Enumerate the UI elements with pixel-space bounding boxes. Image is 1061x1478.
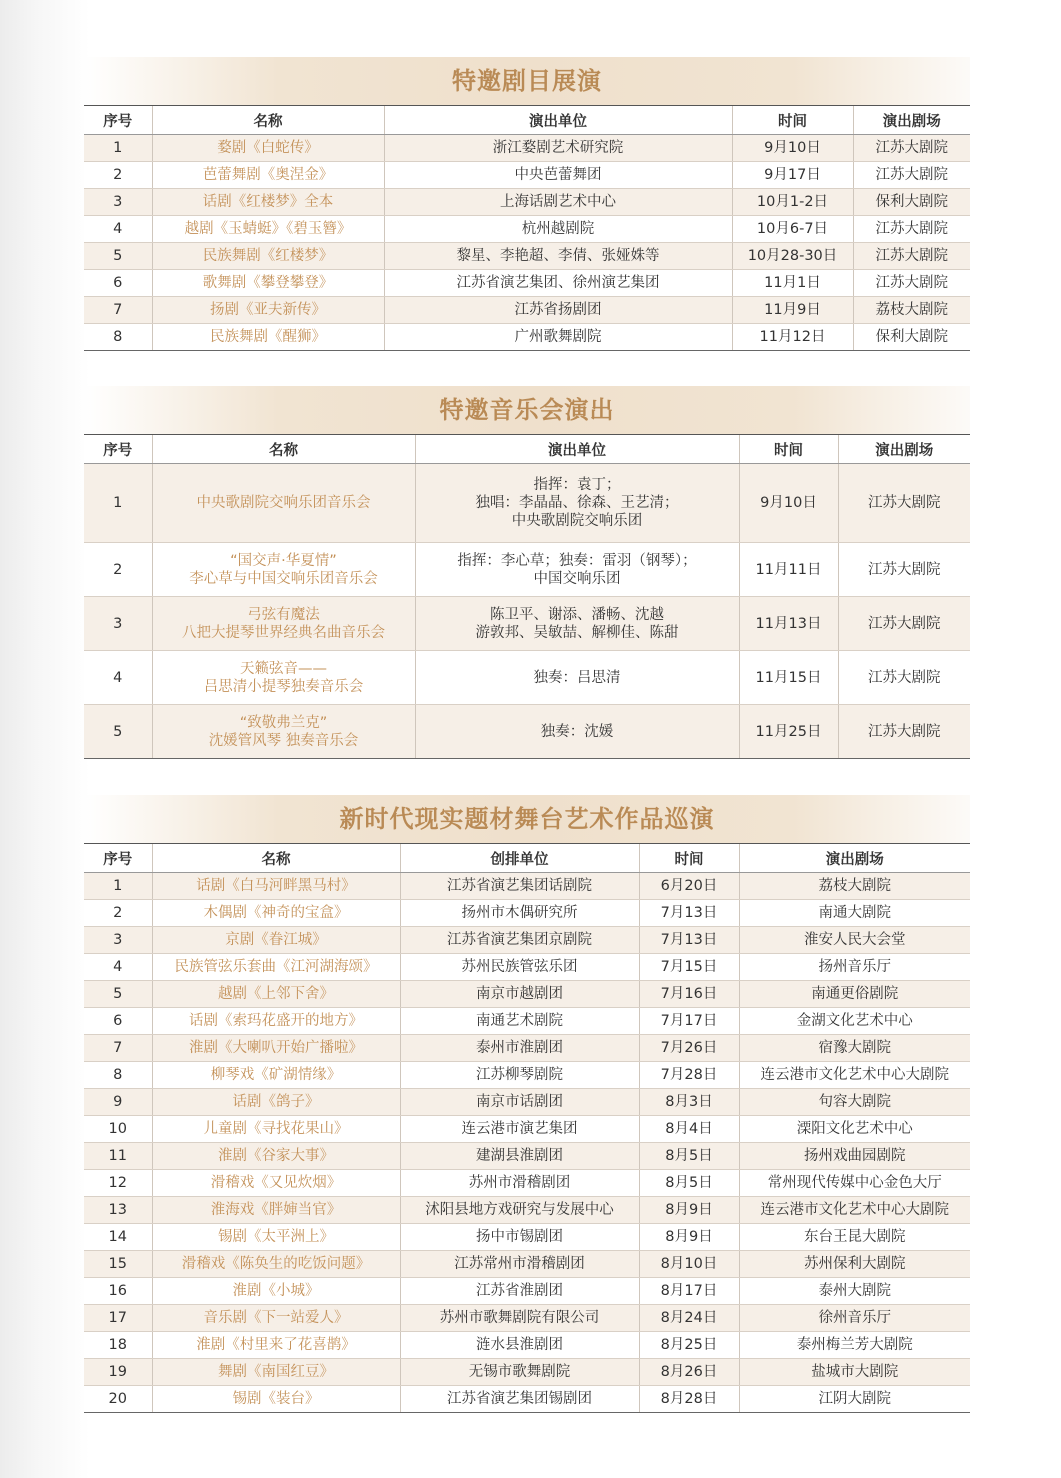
section-featured-concerts (84, 386, 970, 759)
venue: 徐州音乐厅 (739, 1305, 970, 1332)
performing-unit: 江苏省演艺集团、徐州演艺集团 (384, 270, 732, 297)
performance-time: 9月10日 (732, 135, 853, 162)
program-name-line: “致敬弗兰克” (239, 714, 328, 731)
performing-unit: 江苏省淮剧团 (400, 1278, 639, 1305)
venue: 金湖文化艺术中心 (739, 1008, 970, 1035)
program-name: 话剧《鸽子》 (152, 1089, 400, 1116)
header-venue: 演出剧场 (838, 435, 970, 464)
venue: 江苏大剧院 (853, 216, 970, 243)
performing-unit (415, 543, 739, 597)
venue: 江阴大剧院 (739, 1386, 970, 1413)
performing-unit: 南通艺术剧院 (400, 1008, 639, 1035)
table-row (84, 1359, 970, 1386)
program-name (152, 651, 415, 705)
row-number: 13 (84, 1197, 152, 1224)
venue: 淮安人民大会堂 (739, 927, 970, 954)
row-number: 18 (84, 1332, 152, 1359)
performing-unit: 浙江婺剧艺术研究院 (384, 135, 732, 162)
row-number: 4 (84, 954, 152, 981)
venue: 盐城市大剧院 (739, 1359, 970, 1386)
venue: 江苏大剧院 (838, 464, 970, 543)
table-row (84, 1197, 970, 1224)
program-name: 淮海戏《胖婶当官》 (152, 1197, 400, 1224)
program-name: 柳琴戏《矿湖情缘》 (152, 1062, 400, 1089)
table-row (84, 954, 970, 981)
performance-time: 10月6-7日 (732, 216, 853, 243)
table-row (84, 1305, 970, 1332)
row-number: 19 (84, 1359, 152, 1386)
venue: 苏州保利大剧院 (739, 1251, 970, 1278)
performance-time: 9月10日 (739, 464, 838, 543)
program-name: 歌舞剧《攀登攀登》 (152, 270, 384, 297)
program-name (152, 464, 415, 543)
table-row (84, 873, 970, 900)
performing-unit: 江苏省演艺集团话剧院 (400, 873, 639, 900)
program-name: 舞剧《南国红豆》 (152, 1359, 400, 1386)
performing-unit-line: 陈卫平、谢添、潘畅、沈越 (490, 606, 664, 623)
row-number: 16 (84, 1278, 152, 1305)
performing-unit: 无锡市歌舞剧院 (400, 1359, 639, 1386)
performing-unit: 江苏常州市滑稽剧团 (400, 1251, 639, 1278)
program-name: 民族管弦乐套曲《江河湖海颂》 (152, 954, 400, 981)
venue: 江苏大剧院 (838, 543, 970, 597)
performance-time: 11月15日 (739, 651, 838, 705)
program-name: 淮剧《大喇叭开始广播啦》 (152, 1035, 400, 1062)
performance-time: 8月5日 (639, 1170, 739, 1197)
performing-unit (415, 651, 739, 705)
program-name (152, 705, 415, 759)
performing-unit-line: 中国交响乐团 (533, 570, 621, 587)
performance-time: 7月13日 (639, 927, 739, 954)
performing-unit-line: 中央歌剧院交响乐团 (511, 513, 643, 529)
performance-time: 7月16日 (639, 981, 739, 1008)
featured-plays-table (84, 105, 970, 351)
performing-unit (415, 464, 739, 543)
row-number: 14 (84, 1224, 152, 1251)
performing-unit: 泰州市淮剧团 (400, 1035, 639, 1062)
program-name-line: 八把大提琴世界经典名曲音乐会 (182, 624, 385, 641)
table-row (84, 1332, 970, 1359)
performance-time: 8月5日 (639, 1143, 739, 1170)
row-number: 4 (84, 651, 152, 705)
performance-time: 8月25日 (639, 1332, 739, 1359)
performance-time: 11月12日 (732, 324, 853, 351)
program-name: 扬剧《亚夫新传》 (152, 297, 384, 324)
header-no: 序号 (84, 844, 152, 873)
header-time: 时间 (739, 435, 838, 464)
performing-unit: 南京市越剧团 (400, 981, 639, 1008)
table-row (84, 189, 970, 216)
program-name: 芭蕾舞剧《奥涅金》 (152, 162, 384, 189)
program-name-line: 天籁弦音—— (240, 660, 327, 677)
performance-time: 7月17日 (639, 1008, 739, 1035)
performance-time: 11月11日 (739, 543, 838, 597)
row-number: 8 (84, 1062, 152, 1089)
performing-unit-line: 指挥：袁丁； (533, 477, 621, 493)
performing-unit: 苏州市滑稽剧团 (400, 1170, 639, 1197)
performance-time: 8月10日 (639, 1251, 739, 1278)
row-number: 6 (84, 270, 152, 297)
row-number: 7 (84, 1035, 152, 1062)
header-venue: 演出剧场 (853, 106, 970, 135)
performance-time: 8月24日 (639, 1305, 739, 1332)
row-number: 20 (84, 1386, 152, 1413)
performing-unit-line: 游敦邦、吴敏喆、解柳佳、陈甜 (475, 624, 679, 641)
performing-unit: 建湖县淮剧团 (400, 1143, 639, 1170)
performing-unit: 苏州民族管弦乐团 (400, 954, 639, 981)
venue: 江苏大剧院 (853, 243, 970, 270)
program-name-line: 弓弦有魔法 (247, 606, 320, 623)
header-name: 名称 (152, 844, 400, 873)
venue: 连云港市文化艺术中心大剧院 (739, 1197, 970, 1224)
performance-time: 6月20日 (639, 873, 739, 900)
venue: 东台王昆大剧院 (739, 1224, 970, 1251)
venue: 荔枝大剧院 (739, 873, 970, 900)
table-row (84, 1251, 970, 1278)
section-title: 特邀音乐会演出 (439, 396, 615, 424)
venue: 江苏大剧院 (853, 162, 970, 189)
table-row (84, 135, 970, 162)
performing-unit: 杭州越剧院 (384, 216, 732, 243)
program-name-line: 吕思清小提琴独奏音乐会 (203, 678, 364, 695)
section-banner (84, 386, 970, 434)
performing-unit: 中央芭蕾舞团 (384, 162, 732, 189)
header-unit: 演出单位 (384, 106, 732, 135)
program-name: 京剧《眷江城》 (152, 927, 400, 954)
performing-unit: 江苏柳琴剧院 (400, 1062, 639, 1089)
program-name-line: 沈媛管风琴 独奏音乐会 (208, 732, 359, 749)
program-name: 儿童剧《寻找花果山》 (152, 1116, 400, 1143)
table-row (84, 1170, 970, 1197)
section-title: 新时代现实题材舞台艺术作品巡演 (339, 805, 715, 833)
performance-time: 8月28日 (639, 1386, 739, 1413)
table-row (84, 1089, 970, 1116)
table-row (84, 651, 970, 705)
performance-time: 11月1日 (732, 270, 853, 297)
section-featured-plays (84, 57, 970, 351)
row-number: 17 (84, 1305, 152, 1332)
performance-time: 7月26日 (639, 1035, 739, 1062)
venue: 荔枝大剧院 (853, 297, 970, 324)
venue: 保利大剧院 (853, 189, 970, 216)
program-name: 淮剧《谷家大事》 (152, 1143, 400, 1170)
table-row (84, 1116, 970, 1143)
row-number: 6 (84, 1008, 152, 1035)
row-number: 2 (84, 162, 152, 189)
program-name: 锡剧《太平洲上》 (152, 1224, 400, 1251)
program-name: 话剧《红楼梦》全本 (152, 189, 384, 216)
venue: 溧阳文化艺术中心 (739, 1116, 970, 1143)
program-name: 话剧《白马河畔黑马村》 (152, 873, 400, 900)
header-time: 时间 (639, 844, 739, 873)
header-time: 时间 (732, 106, 853, 135)
realistic-tour-table (84, 843, 970, 1413)
row-number: 9 (84, 1089, 152, 1116)
table-row (84, 543, 970, 597)
program-name: 滑稽戏《陈奂生的吃饭问题》 (152, 1251, 400, 1278)
program-name: 锡剧《装台》 (152, 1386, 400, 1413)
row-number: 5 (84, 705, 152, 759)
table-row (84, 270, 970, 297)
program-name (152, 597, 415, 651)
program-name-line: “国交声·华夏情” (230, 552, 337, 569)
performing-unit: 苏州市歌舞剧院有限公司 (400, 1305, 639, 1332)
table-row (84, 705, 970, 759)
venue: 江苏大剧院 (838, 705, 970, 759)
performance-time: 8月9日 (639, 1197, 739, 1224)
section-realistic-tour (84, 795, 970, 1413)
table-row (84, 927, 970, 954)
performance-time: 11月9日 (732, 297, 853, 324)
performing-unit: 沭阳县地方戏研究与发展中心 (400, 1197, 639, 1224)
table-row (84, 1224, 970, 1251)
venue: 南通更俗剧院 (739, 981, 970, 1008)
performing-unit: 广州歌舞剧院 (384, 324, 732, 351)
performance-time: 7月28日 (639, 1062, 739, 1089)
performing-unit: 上海话剧艺术中心 (384, 189, 732, 216)
performing-unit: 扬州市木偶研究所 (400, 900, 639, 927)
performing-unit: 江苏省扬剧团 (384, 297, 732, 324)
table-row (84, 1008, 970, 1035)
header-no: 序号 (84, 435, 152, 464)
table-row (84, 324, 970, 351)
performance-time: 7月15日 (639, 954, 739, 981)
table-row (84, 1062, 970, 1089)
table-row (84, 297, 970, 324)
performing-unit: 江苏省演艺集团京剧院 (400, 927, 639, 954)
row-number: 3 (84, 597, 152, 651)
program-name: 越剧《上邻下舍》 (152, 981, 400, 1008)
featured-concerts-table (84, 434, 970, 759)
venue: 泰州梅兰芳大剧院 (739, 1332, 970, 1359)
row-number: 1 (84, 464, 152, 543)
program-name: 话剧《索玛花盛开的地方》 (152, 1008, 400, 1035)
performance-time: 8月26日 (639, 1359, 739, 1386)
performance-time: 8月9日 (639, 1224, 739, 1251)
header-no: 序号 (84, 106, 152, 135)
program-name: 音乐剧《下一站爱人》 (152, 1305, 400, 1332)
table-row (84, 1386, 970, 1413)
row-number: 12 (84, 1170, 152, 1197)
performing-unit: 黎星、李艳超、李倩、张娅姝等 (384, 243, 732, 270)
performing-unit: 南京市话剧团 (400, 1089, 639, 1116)
table-row (84, 243, 970, 270)
venue: 连云港市文化艺术中心大剧院 (739, 1062, 970, 1089)
performance-time: 11月13日 (739, 597, 838, 651)
row-number: 4 (84, 216, 152, 243)
program-name: 木偶剧《神奇的宝盒》 (152, 900, 400, 927)
program-name-line: 中央歌剧院交响乐团音乐会 (196, 495, 371, 511)
header-unit: 演出单位 (415, 435, 739, 464)
row-number: 2 (84, 543, 152, 597)
table-row (84, 1278, 970, 1305)
venue: 江苏大剧院 (838, 597, 970, 651)
performance-time: 10月28-30日 (732, 243, 853, 270)
table-header-row (84, 435, 970, 464)
table-row (84, 597, 970, 651)
performing-unit (415, 597, 739, 651)
venue: 句容大剧院 (739, 1089, 970, 1116)
program-name (152, 543, 415, 597)
header-unit: 创排单位 (400, 844, 639, 873)
performing-unit: 江苏省演艺集团锡剧团 (400, 1386, 639, 1413)
performing-unit-line: 独唱：李晶晶、徐森、王艺清； (475, 495, 679, 511)
venue: 常州现代传媒中心金色大厅 (739, 1170, 970, 1197)
row-number: 5 (84, 981, 152, 1008)
section-title: 特邀剧目展演 (452, 67, 602, 95)
row-number: 8 (84, 324, 152, 351)
performing-unit: 扬中市锡剧团 (400, 1224, 639, 1251)
performance-time: 8月17日 (639, 1278, 739, 1305)
program-name: 淮剧《小城》 (152, 1278, 400, 1305)
performance-time: 10月1-2日 (732, 189, 853, 216)
row-number: 2 (84, 900, 152, 927)
venue: 保利大剧院 (853, 324, 970, 351)
row-number: 5 (84, 243, 152, 270)
venue: 宿豫大剧院 (739, 1035, 970, 1062)
performing-unit: 涟水县淮剧团 (400, 1332, 639, 1359)
table-header-row (84, 106, 970, 135)
row-number: 11 (84, 1143, 152, 1170)
venue: 南通大剧院 (739, 900, 970, 927)
section-banner (84, 795, 970, 843)
venue: 江苏大剧院 (838, 651, 970, 705)
venue: 泰州大剧院 (739, 1278, 970, 1305)
header-name: 名称 (152, 435, 415, 464)
program-name: 民族舞剧《红楼梦》 (152, 243, 384, 270)
performing-unit-line: 指挥：李心草；独奏：雷羽（钢琴）； (457, 552, 697, 569)
row-number: 3 (84, 189, 152, 216)
program-name: 越剧《玉蜻蜓》《碧玉簪》 (152, 216, 384, 243)
performance-time: 8月4日 (639, 1116, 739, 1143)
row-number: 1 (84, 873, 152, 900)
venue: 江苏大剧院 (853, 135, 970, 162)
table-row (84, 981, 970, 1008)
table-row (84, 162, 970, 189)
table-row (84, 464, 970, 543)
venue: 江苏大剧院 (853, 270, 970, 297)
table-row (84, 900, 970, 927)
row-number: 15 (84, 1251, 152, 1278)
performing-unit-line: 独奏：吕思清 (533, 669, 621, 686)
section-banner (84, 57, 970, 105)
performance-time: 9月17日 (732, 162, 853, 189)
row-number: 10 (84, 1116, 152, 1143)
venue: 扬州音乐厅 (739, 954, 970, 981)
row-number: 3 (84, 927, 152, 954)
performing-unit (415, 705, 739, 759)
header-venue: 演出剧场 (739, 844, 970, 873)
header-name: 名称 (152, 106, 384, 135)
row-number: 7 (84, 297, 152, 324)
table-header-row (84, 844, 970, 873)
table-row (84, 1143, 970, 1170)
program-name-line: 李心草与中国交响乐团音乐会 (189, 570, 378, 587)
program-name: 婺剧《白蛇传》 (152, 135, 384, 162)
performance-time: 7月13日 (639, 900, 739, 927)
performance-time: 11月25日 (739, 705, 838, 759)
performing-unit-line: 独奏：沈媛 (540, 723, 614, 740)
row-number: 1 (84, 135, 152, 162)
program-name: 滑稽戏《又见炊烟》 (152, 1170, 400, 1197)
venue: 扬州戏曲园剧院 (739, 1143, 970, 1170)
table-row (84, 1035, 970, 1062)
performing-unit: 连云港市演艺集团 (400, 1116, 639, 1143)
performance-time: 8月3日 (639, 1089, 739, 1116)
program-name: 淮剧《村里来了花喜鹊》 (152, 1332, 400, 1359)
program-name: 民族舞剧《醒狮》 (152, 324, 384, 351)
table-row (84, 216, 970, 243)
